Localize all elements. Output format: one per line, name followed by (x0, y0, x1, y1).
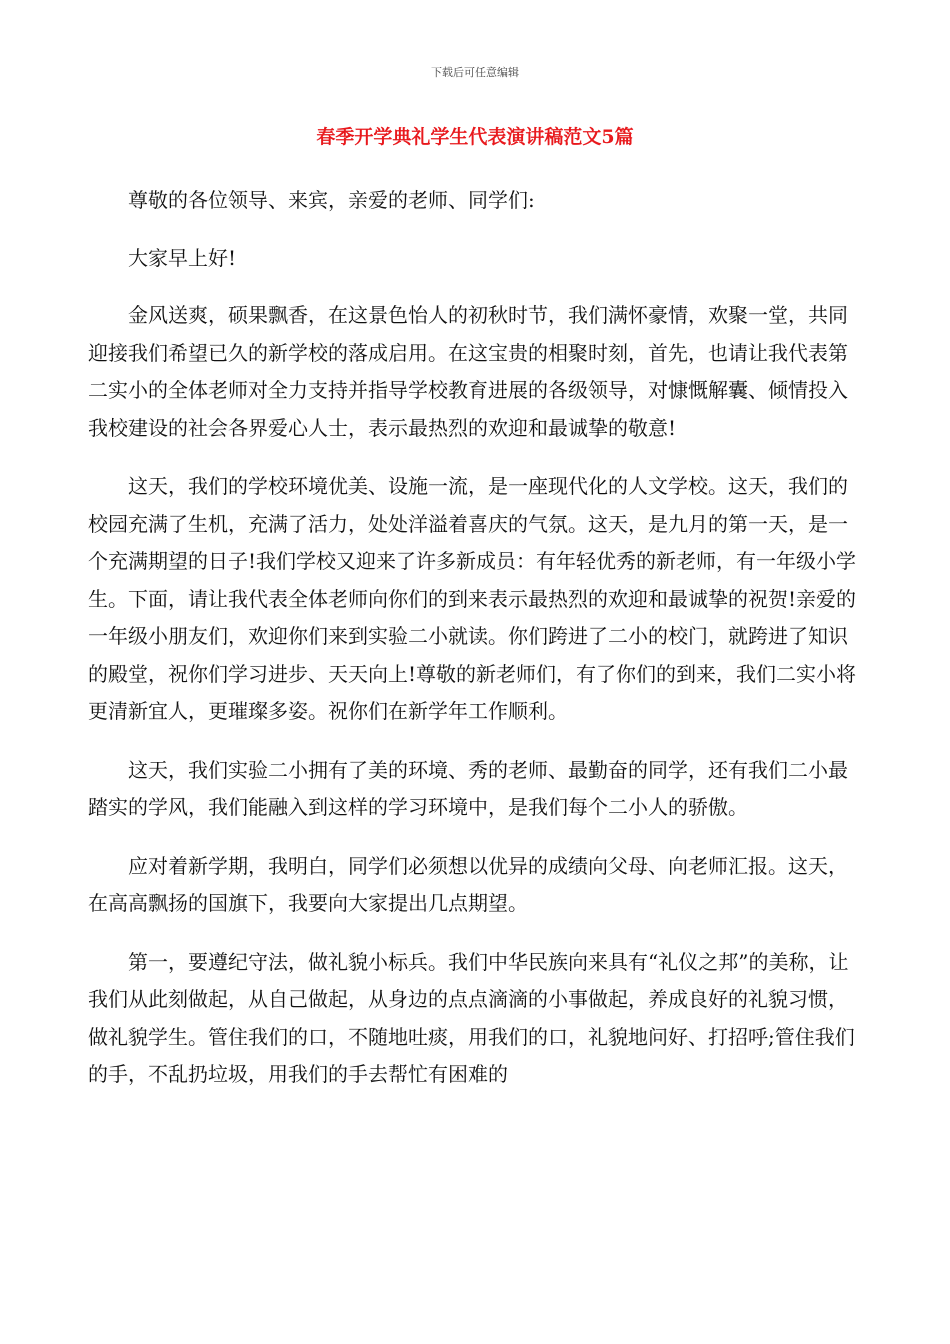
body-paragraph: 金风送爽，硕果飘香，在这景色怡人的初秋时节，我们满怀豪情，欢聚一堂，共同迎接我们希望已久的新学校的落成启用。在这宝贵的相聚时刻，首先，也请让我代表第二实小的全体老师对全力支持并指导学校教育进展的各级领导，对慷慨解囊、倾情投入我校建设的社会各界爱心人士，表示最热烈的欢迎和最诚挚的敬意! (88, 303, 848, 440)
body-paragraph: 这天，我们实验二小拥有了美的环境、秀的老师、最勤奋的同学，还有我们二小最踏实的学风，我们能融入到这样的学习环境中，是我们每个二小人的骄傲。 (88, 757, 848, 819)
document-title: 春季开学典礼学生代表演讲稿范文5篇 (316, 126, 634, 148)
greeting-paragraph: 大家早上好! (128, 245, 237, 270)
salutation-paragraph: 尊敬的各位领导、来宾，亲爱的老师、同学们: (128, 188, 535, 212)
body-paragraph: 应对着新学期，我明白，同学们必须想以优异的成绩向父母、向老师汇报。这天，在高高飘扬的国旗下，我要向大家提出几点期望。 (88, 853, 848, 915)
header-note: 下载后可任意编辑 (431, 66, 519, 79)
document-body (88, 182, 863, 1094)
body-paragraph: 这天，我们的学校环境优美、设施一流，是一座现代化的人文学校。这天，我们的校园充满了生机，充满了活力，处处洋溢着喜庆的气氛。这天，是九月的第一天，是一个充满期望的日子!我们学校又迎来了许多新成员：有年轻优秀的新老师，有一年级小学生。下面，请让我代表全体老师向你们的到来表示最热烈的欢迎和最诚挚的祝贺!亲爱的一年级小朋友们，欢迎你们来到实验二小就读。你们跨进了二小的校门，就跨进了知识的殿堂，祝你们学习进步、天天向上!尊敬的新老师们，有了你们的到来，我们二实小将更清新宜人，更璀璨多姿。祝你们在新学年工作顺利。 (88, 474, 857, 723)
body-paragraph: 第一，要遵纪守法，做礼貌小标兵。我们中华民族向来具有“礼仪之邦”的美称，让我们从此刻做起，从自己做起，从身边的点点滴滴的小事做起，养成良好的礼貌习惯，做礼貌学生。管住我们的口，不随地吐痰，用我们的口，礼貌地问好、打招呼;管住我们的手，不乱扔垃圾，用我们的手去帮忙有困难的 (88, 949, 855, 1086)
